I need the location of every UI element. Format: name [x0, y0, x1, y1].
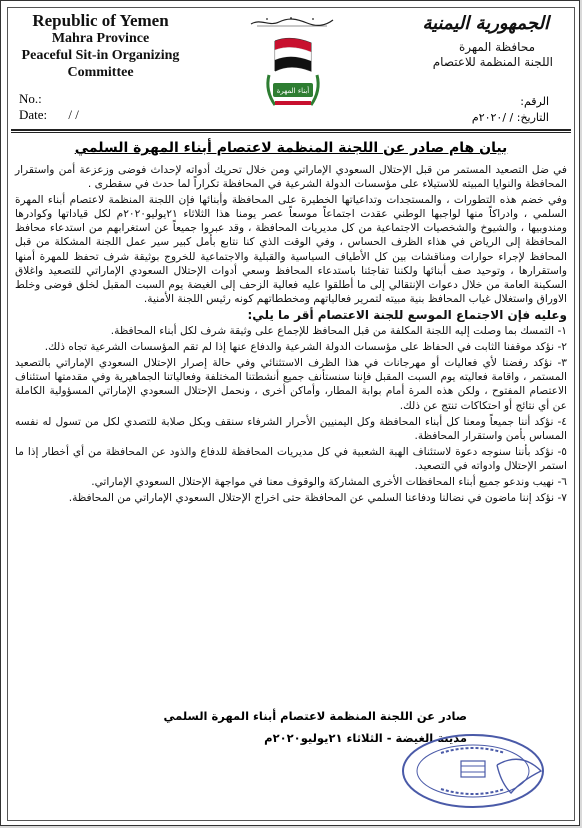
official-stamp	[401, 731, 556, 811]
header-divider-thin	[11, 132, 571, 133]
statement-headline: بيان هام صادر عن اللجنة المنظمة لاعتصام أبناء المهرة السلمي	[74, 140, 508, 156]
resolution-heading: وعليه فإن الاجتماع الموسع للجنة الاعتصام أقر ما يلي:	[247, 307, 567, 322]
resolution-item: ١- التمسك بما وصلت إليه اللجنة المكلفة من قبل المحافظ للإجماع على وثيقة شرف لكل أبناء المحافظة.	[110, 325, 567, 338]
english-letterhead	[13, 11, 188, 81]
date-field-ar: التاريخ: / /٢٠٢٠م	[471, 111, 549, 124]
resolution-item: ٤- نؤكد أننا جميعاً ومعنا كل أبناء المحافظة وكل اليمنيين الأحرار الشرفاء سنقف وبكل صلابة للتصدي لكل من تسول له نفسه المساس بأمن واستقرار المحافظة.	[15, 415, 567, 442]
committee-name-en-2: Committee	[67, 65, 134, 80]
logo-text: أبناء المهرة	[276, 87, 310, 95]
committee-logo	[261, 31, 325, 119]
date-blank-en: / /	[68, 107, 79, 122]
resolution-item: ٦- نهيب وندعو جميع أبناء المحافظات الأخرى المشاركة والوقوف معنا في مواجهة الإحتلال السعودي الإماراتي.	[91, 475, 567, 488]
reference-number-en: No.:	[19, 91, 42, 106]
reference-number-ar: الرقم:	[520, 95, 549, 108]
resolution-item: ٢- نؤكد موقفنا الثابت في الحفاظ على مؤسسات الدولة الشرعية والدفاع عنها إذا لم تقم المؤسسات الشرعية تجاه ذلك.	[44, 341, 567, 354]
context-paragraph: وفي خضم هذه التطورات ، والمستجدات وتداعياتها الخطيرة على المحافظة وأبنائها فإن اللجنة المنظمة لاعتصام أبناء المهرة السلمي ، وادراكاً منها لواجبها الوطني عقدت اجتماعاً موسعاً عصر يومنا هذا الثلاثاء ٢١يوليو٢٠٢٠م لكل قياداتها وكوادرها ومندوبيها ، والشيوخ والشخصيات الاجتماعية من كل مديريات المحافظة ، وقد عبروا جميعاً عن استغرابهم من استدعاء محافظ المحافظة إلى الرياض في هذاء الظرف الحساس ، وفي الوقت الذي كنا نتابع بأمل كبير سير عمل اللجنة المشكلة من قبل المحافظ لإجراء حوارات ومناقشات بين كل الأطياف السياسية والقبلية والاجتماعية للخروج بوثيقة شرف تحفظ للمهرة أمنها واستقرارها ، وتوحيد صف أبنائها ولكننا تفاجئنا باستدعاء المحافظ وسعي أدوات الإحتلال السعودي الإماراتي للتصعيد واغلاق السكينة العامة من خلال دعوات الإنتقالي إلى ما أطلقوا عليه فعالية الزحف إلى الغيضة يوم السبت المقبل لخلق فوضى وخلط الاوراق واستغلال غياب المحافظ بنية مبيته لتمرير فعالياتهم ومخططاتهم كونه رئيس اللجنة الأمنية.	[15, 194, 567, 305]
intro-paragraph: في ضل التصعيد المستمر من قبل الإحتلال السعودي الإماراتي ومن خلال تحريك أدواته لإحداث فوضى وزعزعة أمن واستقرار المحافظة والنوايا المبيته للاستيلاء على مؤسسات الدولة الشرعية في المحافظة تكراراً لما حدث في سقطرى .	[15, 164, 567, 191]
bismillah-calligraphy	[247, 15, 337, 29]
committee-name-ar: اللجنة المنظمة للاعتصام	[432, 55, 553, 69]
resolution-item: ٧- نؤكد إننا ماضون في نضالنا ودفاعنا السلمي عن المحافظة حتى اخراج الإحتلال السعودي الإماراتي من المحافظة.	[68, 492, 567, 505]
country-name-ar: الجمهورية اليمنية	[422, 13, 549, 34]
issuer-line: صادر عن اللجنة المنظمة لاعتصام أبناء المهرة السلمي	[163, 709, 467, 723]
date-field-en	[19, 107, 79, 123]
resolution-item: ٣- نؤكد رفضنا لأي فعاليات أو مهرجانات في هذا الظرف الاستثنائي وفي حالة إصرار الإحتلال السعودي الإماراتي بالتصعيد المستمر ، واقامة فعاليته يوم السبت المقبل فإننا سنستأنف جميع أنشطتنا المختلفة وفعالياتنا الجماهيرية وفي مقدمتها استئناف الاعتصام المفتوح ، ولكن هذه المرة أمام بوابة المطار، وأماكن أخرى ، ونحمل الإحتلال السعودي الإماراتي المسؤولية الكاملة عن أي نتائج أو احتكاكات تنتج عن ذلك.	[15, 357, 567, 412]
place-date-line: مدينة الغيضة - الثلاثاء ٢١يوليو٢٠٢٠م	[264, 731, 467, 745]
province-name-en: Mahra Province	[51, 31, 150, 46]
committee-name-en-1: Peaceful Sit-in Organizing	[21, 48, 180, 63]
statement-body	[15, 163, 567, 507]
arabic-letterhead	[385, 13, 565, 70]
resolution-item: ٥- نؤكد بأننا سنوجه دعوة لاستئناف الهبة الشعبية في كل مديريات المحافظة للدفاع والذود عن المحافظة من أي أخطار إذا ما استمر الإحتلال وادواته في التصعيد.	[15, 445, 567, 472]
header-divider	[11, 129, 571, 131]
date-label-en: Date:	[19, 107, 48, 122]
country-name-en: Republic of Yemen	[32, 11, 169, 30]
governorate-name-ar: محافظة المهرة	[458, 40, 535, 54]
